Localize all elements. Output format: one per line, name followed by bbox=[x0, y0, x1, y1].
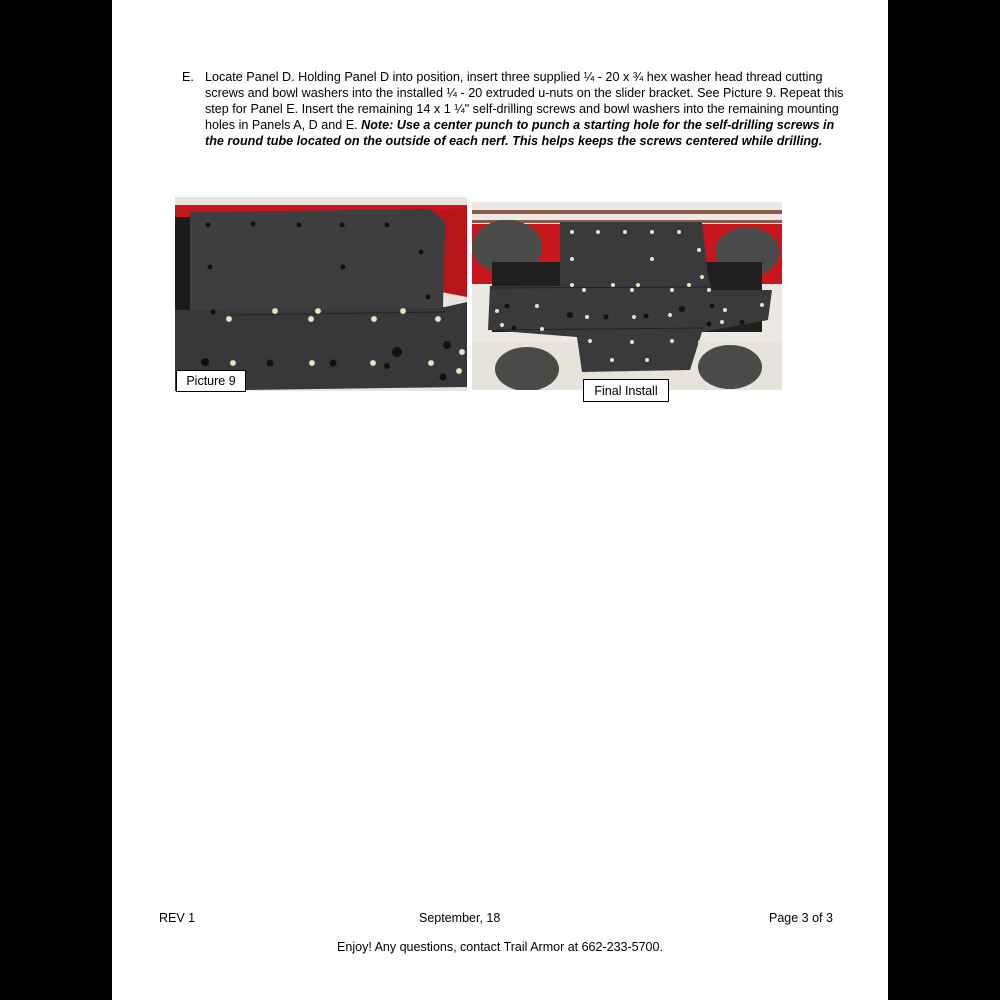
footer-contact: Enjoy! Any questions, contact Trail Armor at 662-233-5700. bbox=[337, 940, 663, 954]
footer-date: September, 18 bbox=[419, 911, 501, 925]
step-note: Note: Use a center punch to punch a starting hole for the self-drilling screws in the round tube located on the outside of each nerf. This helps keeps the screws centered while drilling. bbox=[205, 118, 835, 148]
final-install-photo bbox=[472, 202, 782, 390]
document-page bbox=[112, 0, 888, 1000]
picture-9-photo bbox=[175, 197, 467, 391]
footer-page-number: Page 3 of 3 bbox=[769, 911, 833, 925]
step-text bbox=[205, 69, 848, 149]
step-instructions: Locate Panel D. Holding Panel D into position, insert three supplied ¼ - 20 x ¾ hex washer head thread cutting screws and bowl washers into the installed ¼ - 20 extruded u-nuts on the slider bracket. See Picture 9. Repeat this step for Panel E. Insert the remaining 14 x 1 ¼" self-drilling screws and bowl washers into the remaining mounting holes in Panels A, D and E. bbox=[205, 70, 844, 132]
footer-revision: REV 1 bbox=[159, 911, 196, 925]
final-install-caption: Final Install bbox=[583, 379, 669, 402]
picture-9-caption: Picture 9 bbox=[176, 370, 246, 392]
step-letter: E. bbox=[182, 70, 194, 84]
